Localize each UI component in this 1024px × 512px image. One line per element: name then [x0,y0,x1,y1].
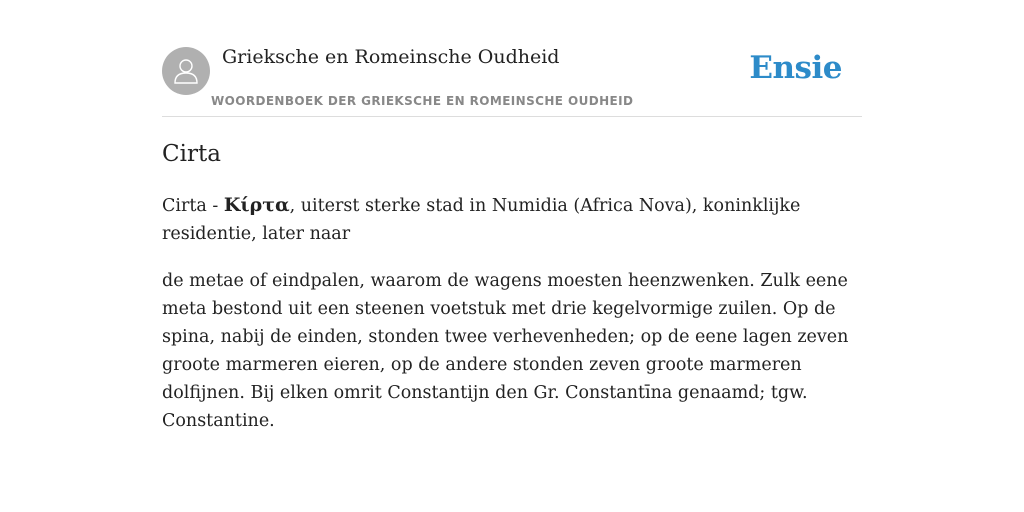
source-name-link[interactable]: Grieksche en Romeinsche Oudheid [222,46,560,68]
term-separator: - [206,196,224,216]
source-header [162,40,862,117]
definition-paragraph-2: de metae of eindpalen, waarom de wagens moesten heenzwenken. Zulk eene meta bestond uit een steenen voetstuk met drie kegelvormige zuilen. Op de spina, nabij de einden, stonden twee verhevenheden; op de eene lagen zeven groote marmeren eieren, op de andere stonden zeven groote marmeren dolfijnen. Bij elken omrit Constantijn den Gr. Constantīna genaamd; tgw. Constantine. [162,271,849,431]
definition-text: , uiterst sterke stad in Numidia (Africa Nova), koninklijke residentie, later naar [162,196,801,244]
greek-term: Κίρτα [223,194,290,216]
source-subtitle: WOORDENBOEK DER GRIEKSCHE EN ROMEINSCHE OUDHEID [211,94,634,108]
entry-content [162,138,872,454]
user-icon [171,56,201,86]
source-avatar[interactable] [162,47,210,95]
definition-paragraph [162,191,872,248]
entry-title: Cirta [162,141,221,167]
ensie-logo[interactable]: Ensie [749,50,842,86]
entry-term: Cirta [162,196,207,216]
